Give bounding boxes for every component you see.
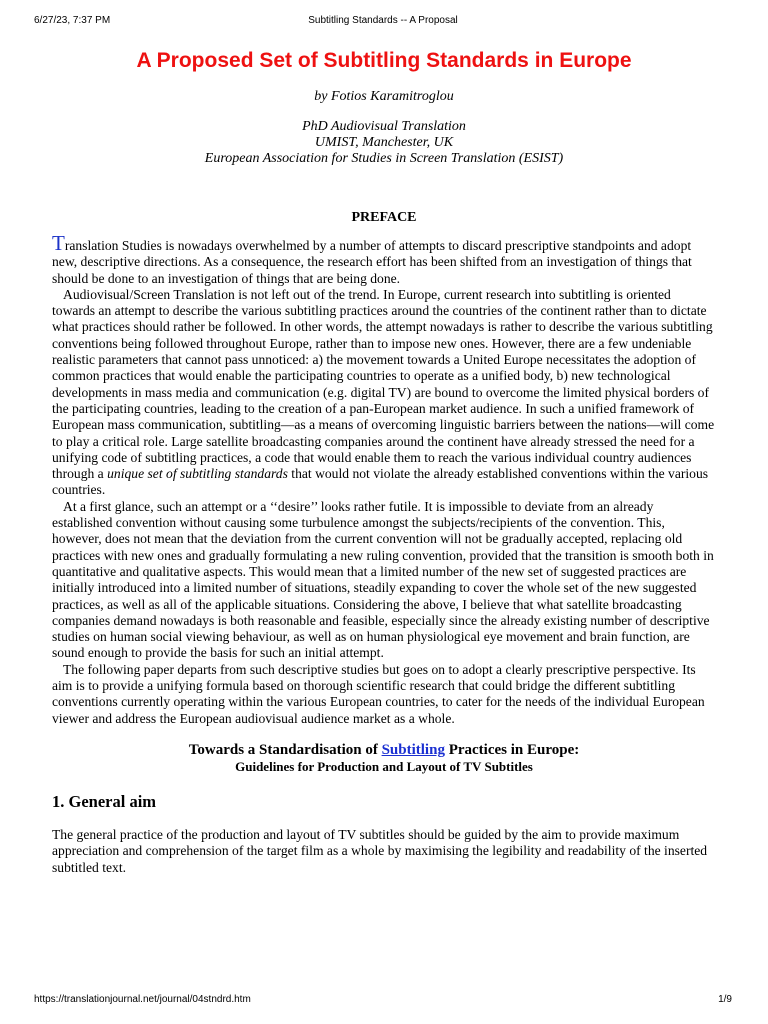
section-title (52, 741, 716, 759)
author-affiliation (52, 119, 716, 167)
emphasis-text: unique set of subtitling standards (107, 466, 288, 482)
paragraph: The following paper departs from such descriptive studies but goes on to adopt a clearly prescriptive perspective. Its aim is to provide a unifying formula based on thorough scientific research that could bridge the different subtitling conventions currently operating within the various European countries, to cater for the needs of the individual European viewer and address the European audiovisual audience market as a whole. (52, 661, 705, 726)
article (52, 46, 716, 876)
byline: by Fotios Karamitroglou (314, 89, 454, 104)
section-subtitle: Guidelines for Production and Layout of TV Subtitles (235, 758, 533, 774)
general-aim-heading: 1. General aim (52, 791, 157, 811)
preface-heading: PREFACE (351, 210, 417, 225)
affiliation-line: European Association for Studies in Screen Translation (ESIST) (204, 151, 564, 166)
paragraph (52, 231, 716, 287)
subtitling-link[interactable]: Subtitling (381, 741, 445, 758)
print-page-number: 1/9 (718, 994, 732, 1005)
affiliation-line: PhD Audiovisual Translation (302, 119, 466, 134)
paragraph-text: ranslation Studies is nowadays overwhelmed by a number of attempts to discard prescriptive standpoints and adopt new, descriptive directions. As a consequence, the research effort has been shifted from an investigation of things that should be done to an investigation of things that are being done. (52, 238, 692, 286)
paragraph-text: Audiovisual/Screen Translation is not left out of the trend. In Europe, current research into subtitling is oriented towards an attempt to describe the various subtitling practices around the countries of the continent rather than to dictate what practices should rather be followed. In other words, the attempt nowadays is rather to describe the various subtitling conventions being followed throughout Europe, rather than to impose new ones. However, there are a few undeniable realistic parameters that cannot pass unnoticed: a) the movement towards a United Europe necessitates the adoption of common practices that would enable the participating countries to operate as a unified body, b) new technological developments in mass media and communication (e.g. digital TV) are bound to overcome the limited physical borders of the participating countries, leading to the creation of a pan-European market audience. In such a unified framework of European mass communication, subtitling—as a means of overcoming linguistic barriers between the nations—will come to play a critical role. Large satellite broadcasting companies around the continent have already stressed the need for a unifying code of subtitling practices, a code that would enable them to reach the various individual country audiences through a (52, 286, 715, 482)
print-footer (34, 994, 732, 1008)
section-title-text: Practices in Europe: (444, 741, 580, 758)
print-header (34, 15, 732, 29)
section-title-text: Towards a Standardisation of (188, 741, 382, 758)
paragraph (52, 287, 716, 499)
article-title: A Proposed Set of Subtitling Standards in Europe (136, 49, 632, 72)
paragraph-text: that would not violate the already established conventions within the various countries. (52, 466, 709, 498)
print-datetime: 6/27/23, 7:37 PM (34, 15, 111, 26)
print-page-title: Subtitling Standards -- A Proposal (308, 15, 458, 26)
print-url: https://translationjournal.net/journal/04stndrd.htm (34, 994, 251, 1005)
affiliation-line: UMIST, Manchester, UK (314, 135, 454, 150)
general-aim-paragraph: The general practice of the production and layout of TV subtitles should be guided by the aim to provide maximum appreciation and comprehension of the target film as a whole by maximising the legibility and readability of the inserted subtitled text. (52, 826, 708, 875)
drop-cap: T (52, 231, 65, 255)
preface-body (52, 231, 716, 727)
paragraph: At a first glance, such an attempt or a ‘‘desire’’ looks rather futile. It is impossible to deviate from an already established convention without causing some turbulence amongst the subjects/recipients of the convention. This, however, does not mean that the deviation from the current convention will not be gradually accepted, replacing old practices with new ones and gradually formulating a new ruling convention, provided that the transition is smooth both in quantitative and qualitative aspects. This would mean that a limited number of the new set of suggested practices are initially introduced into a limited number of situations, steadily expanding to cover the whole set of the new suggested practices, as well as all of the applicable situations. Considering the above, I believe that what satellite broadcasting companies demand nowadays is both reasonable and feasible, especially since the already existing number of descriptive studies on human social viewing behaviour, as well as on human physiological eye movement and brain function, are sound enough to provide the basis for such an initial attempt. (52, 498, 714, 661)
